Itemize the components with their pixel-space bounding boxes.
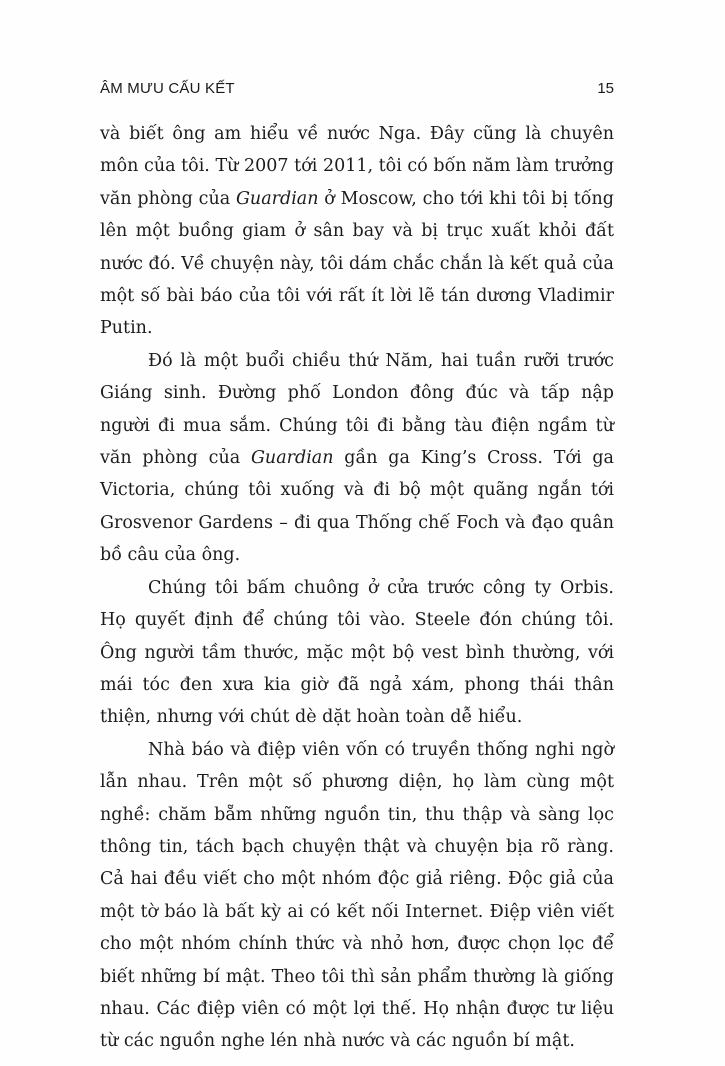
text-run: Nhà báo và điệp viên vốn có truyền thống nghi ngờ lẫn nhau. Trên một số phương diện, họ làm cùng một nghề: chăm bẵm những nguồn tin, thu thập và sàng lọc thông tin, tách bạch chuyện thật và chuyện bịa rõ ràng. Cả hai đều viết cho một nhóm độc giả riêng. Độc giả của một tờ báo là bất kỳ ai có kết nối Internet. Điệp viên viết cho một nhóm chính thức và nhỏ hơn, được chọn lọc để biết những bí mật. Theo tôi thì sản phẩm thường là giống nhau. Các điệp viên có một lợi thế. Họ nhận được tư liệu từ các nguồn nghe lén nhà nước và các nguồn bí mật. [100,739,614,1052]
text-run: ở Moscow, cho tới khi tôi bị tống lên một buồng giam ở sân bay và bị trục xuất khỏi đất nước đó. Về chuyện này, tôi dám chắc chắn là kết quả của một số bài báo của tôi với rất ít lời lẽ tán dương Vladimir Putin. [100,188,614,339]
paragraph [100,118,614,345]
italic-run: Guardian [235,188,319,209]
paragraph [100,734,614,1058]
running-header [100,80,614,104]
text-run: và biết ông am hiểu về nước Nga. Đây cũng là chuyên môn của tôi. Từ 2007 tới 2011, tôi có bốn năm làm trưởng văn phòng của [100,124,614,209]
page-number: 15 [597,80,614,97]
body-text [100,118,614,1058]
text-run: Chúng tôi bấm chuông ở cửa trước công ty Orbis. Họ quyết định để chúng tôi vào. Steele đón chúng tôi. Ông người tầm thước, mặc một bộ vest bình thường, với mái tóc đen xưa kia giờ đã ngả xám, phong thái thân thiện, nhưng với chút dè dặt hoàn toàn dễ hiểu. [100,577,614,728]
italic-run: Guardian [250,448,334,469]
text-run: gần ga King’s Cross. Tới ga Victoria, chúng tôi xuống và đi bộ một quãng ngắn tới Grosvenor Gardens – đi qua Thống chế Foch và đạo quân bồ câu của ông. [100,448,614,566]
running-header-title: ÂM MƯU CẤU KẾT [100,80,235,97]
text-run: Đó là một buổi chiều thứ Năm, hai tuần rưỡi trước Giáng sinh. Đường phố London đông đúc và tấp nập người đi mua sắm. Chúng tôi đi bằng tàu điện ngầm từ văn phòng của [100,350,614,469]
paragraph [100,345,614,572]
paragraph [100,572,614,734]
